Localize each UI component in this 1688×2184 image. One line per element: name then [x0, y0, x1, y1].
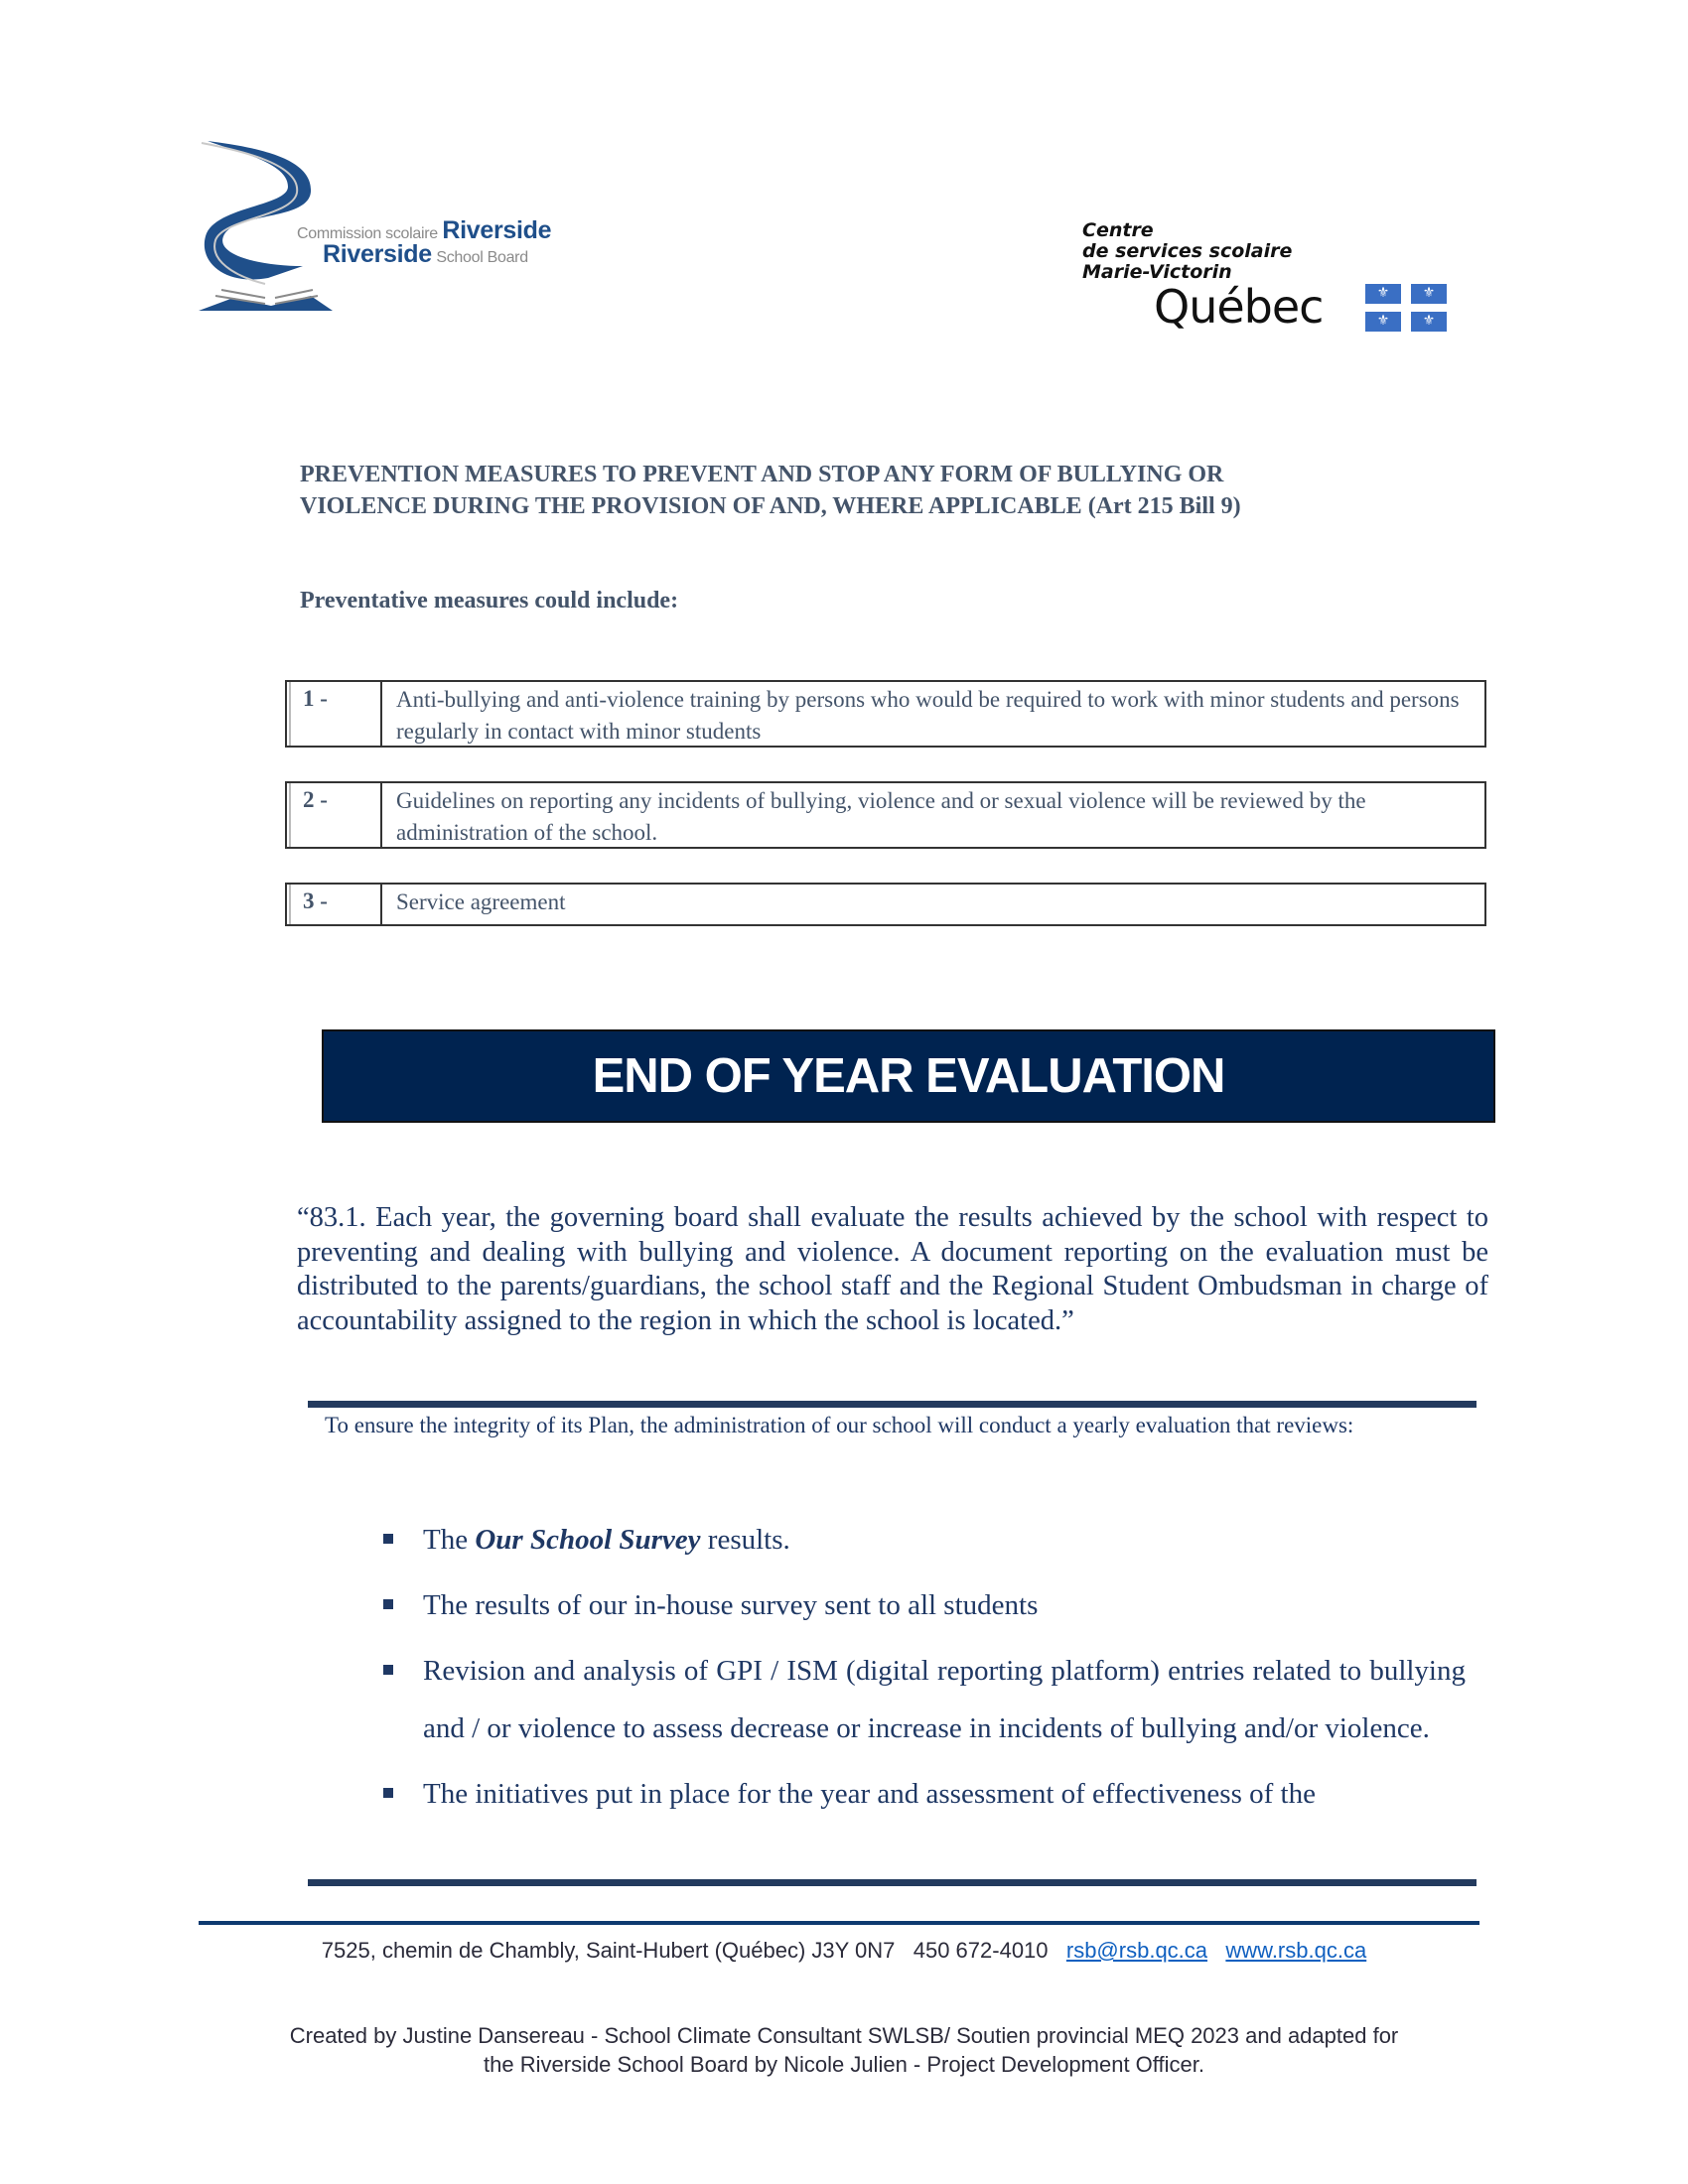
section-bottom-rule	[308, 1879, 1477, 1886]
credits-line-1: Created by Justine Dansereau - School Climate Consultant SWLSB/ Soutien provincial MEQ 2023 and adapted for	[289, 2023, 1399, 2048]
measure-row-1	[285, 680, 1486, 748]
credits-line-2: the Riverside School Board by Nicole Julien - Project Development Officer.	[484, 2052, 1204, 2077]
riverside-school-board-logo	[194, 137, 571, 321]
end-of-year-evaluation-banner	[322, 1029, 1495, 1123]
footer-phone: 450 672-4010	[913, 1938, 1049, 1963]
css-marie-victorin-quebec-logo	[1082, 220, 1460, 344]
fleur-de-lis-icon: ⚜	[1365, 312, 1401, 332]
quebec-wordmark: Québec	[1154, 280, 1324, 334]
measure-text: Service agreement	[396, 889, 566, 914]
list-item: The initiatives put in place for the year and assessment of effectiveness of the	[383, 1765, 1466, 1823]
section-heading	[300, 459, 1491, 522]
logo-line-marie-victorin: Marie-Victorin	[1082, 261, 1232, 283]
footer-website-link[interactable]: www.rsb.qc.ca	[1225, 1938, 1367, 1963]
fleur-de-lis-icon: ⚜	[1411, 284, 1447, 304]
fleur-de-lis-icon: ⚜	[1365, 284, 1401, 304]
riverside-logo-line2: Riverside School Board	[323, 240, 528, 268]
square-bullet-icon	[383, 1534, 393, 1544]
list-item: The results of our in-house survey sent to all students	[383, 1576, 1466, 1634]
list-item: Revision and analysis of GPI / ISM (digital reporting platform) entries related to bullying and / or violence to assess decrease or increase in incidents of bullying and/or violence.	[383, 1642, 1466, 1757]
quebec-flag-icon	[1365, 284, 1451, 334]
heading-line-1: PREVENTION MEASURES TO PREVENT AND STOP ANY FORM OF BULLYING OR	[300, 462, 1224, 487]
section-top-rule	[308, 1401, 1477, 1408]
list-item: The Our School Survey results.	[383, 1511, 1466, 1569]
measures-subheading: Preventative measures could include:	[300, 588, 679, 614]
footer-credits	[0, 2021, 1688, 2079]
footer-email-link[interactable]: rsb@rsb.qc.ca	[1065, 1938, 1208, 1963]
evaluation-review-list	[383, 1511, 1466, 1823]
banner-title: END OF YEAR EVALUATION	[592, 1049, 1225, 1103]
measure-number: 2 -	[289, 783, 382, 847]
fleur-de-lis-icon: ⚜	[1411, 312, 1447, 332]
square-bullet-icon	[383, 1599, 393, 1609]
footer-address: 7525, chemin de Chambly, Saint-Hubert (Québec) J3Y 0N7	[321, 1938, 896, 1963]
riverside-logo-line1: Commission scolaire Riverside	[297, 216, 552, 244]
footer-contact	[0, 1938, 1688, 1964]
square-bullet-icon	[383, 1788, 393, 1798]
our-school-survey-emphasis: Our School Survey	[475, 1524, 701, 1556]
footer-rule	[199, 1921, 1479, 1925]
logo-line-centre: Centre	[1082, 219, 1154, 241]
article-83-1-quote: “83.1. Each year, the governing board shall evaluate the results achieved by the school with respect to preventing and dealing with bullying and violence. A document reporting on the evaluation must be distributed to the parents/guardians, the school staff and the Regional Student Ombudsman in charge of accountability assigned to the region in which the school is located.”	[297, 1202, 1488, 1336]
evaluation-intro: To ensure the integrity of its Plan, the administration of our school will conduct a yearly evaluation that reviews:	[325, 1413, 1354, 1437]
square-bullet-icon	[383, 1665, 393, 1675]
heading-line-2: VIOLENCE DURING THE PROVISION OF AND, WHERE APPLICABLE (Art 215 Bill 9)	[300, 493, 1241, 519]
measure-text: Anti-bullying and anti-violence training by persons who would be required to work with minor students and persons regularly in contact with minor students	[396, 687, 1460, 744]
logo-line-services: de services scolaire	[1082, 240, 1293, 262]
measure-row-2	[285, 781, 1486, 849]
measure-row-3	[285, 883, 1486, 926]
measure-number: 3 -	[289, 885, 382, 924]
measure-number: 1 -	[289, 682, 382, 746]
measure-text: Guidelines on reporting any incidents of bullying, violence and or sexual violence will be reviewed by the administration of the school.	[396, 788, 1366, 845]
